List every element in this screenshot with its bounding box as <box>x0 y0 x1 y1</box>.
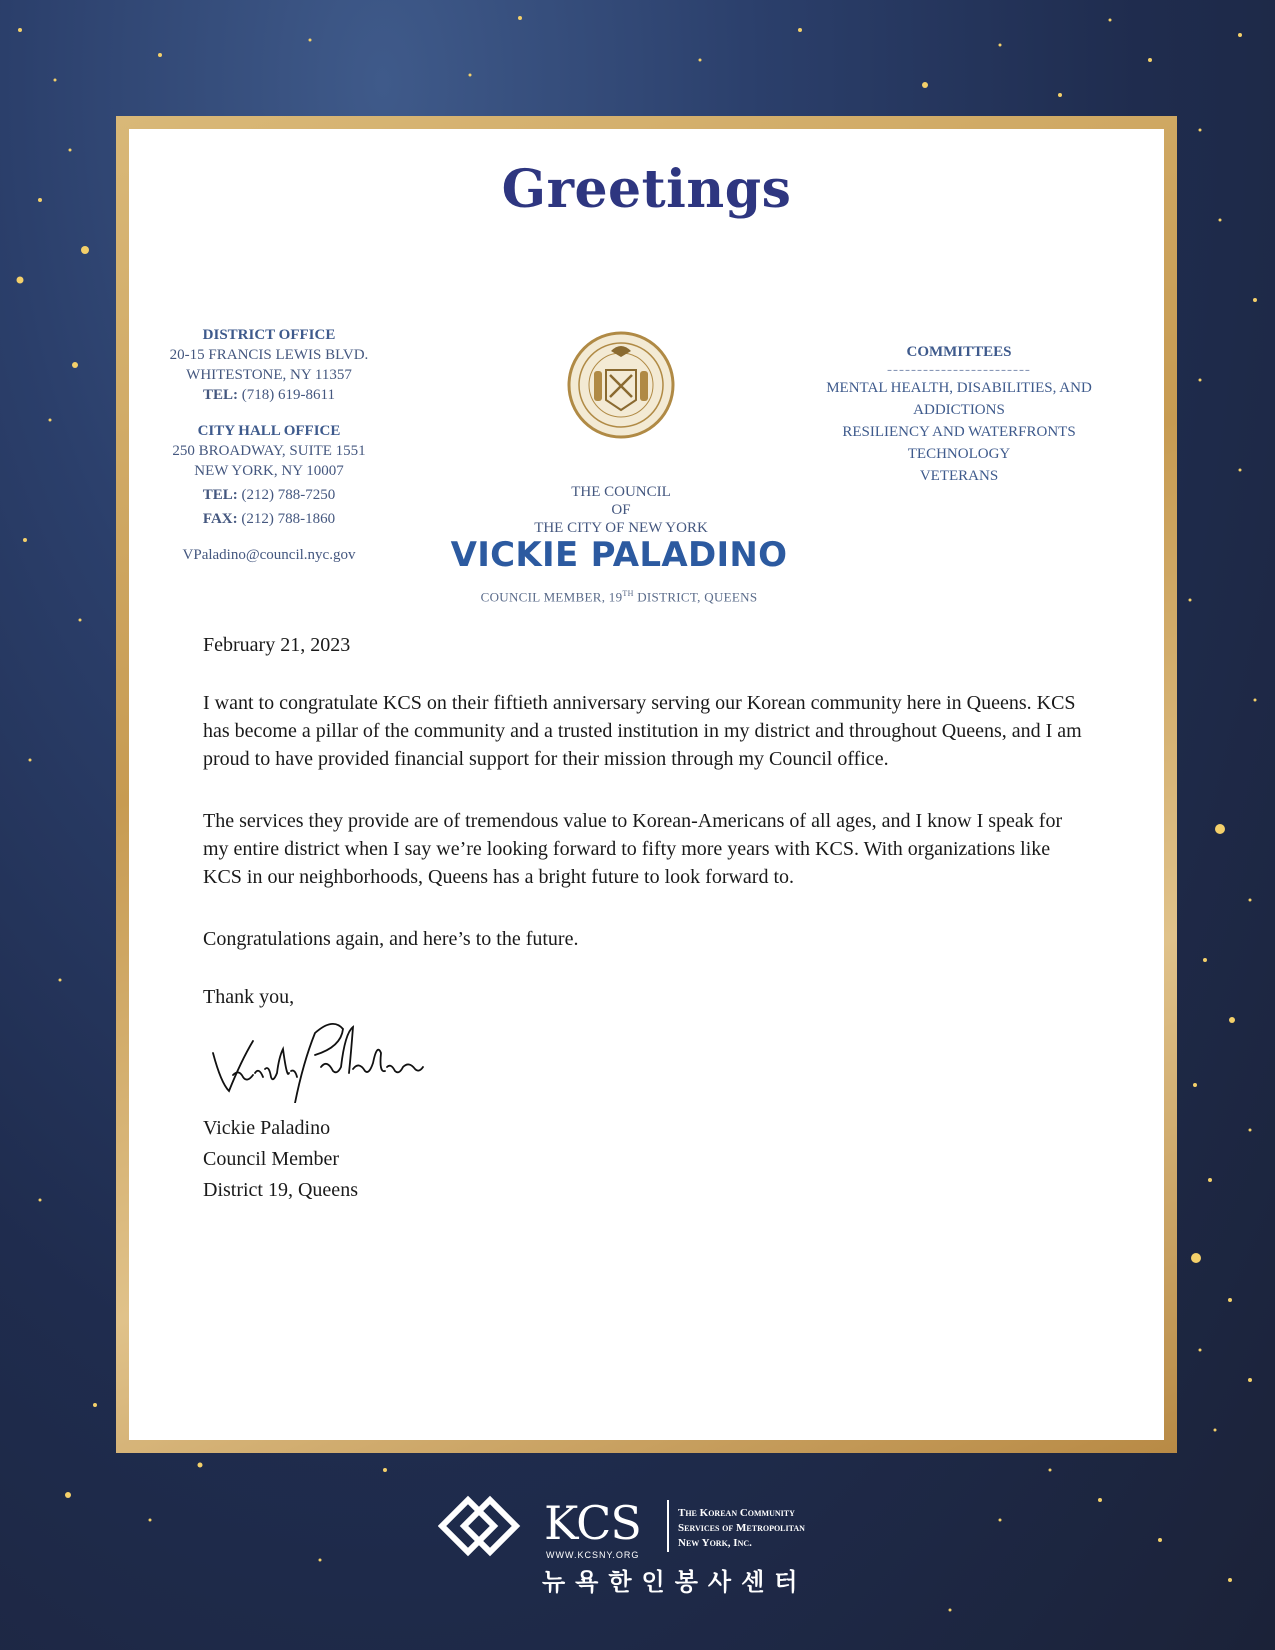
letter-frame <box>116 116 1177 1453</box>
committees-title: COMMITTEES <box>906 344 1012 360</box>
letter-paragraph: Congratulations again, and here’s to the future. <box>203 928 579 950</box>
email-address: VPaladino@council.nyc.gov <box>182 547 356 563</box>
council-line3: THE CITY OF NEW YORK <box>534 520 708 536</box>
kcs-org-name: The Korean Community Services of Metropolitan New York, Inc. <box>678 1507 805 1549</box>
district-office-tel: TEL: (718) 619-8611 <box>203 387 335 403</box>
city-hall-address2: NEW YORK, NY 10007 <box>194 463 344 479</box>
committees-separator: ------------------------ <box>887 362 1031 378</box>
committees-list <box>809 341 1109 487</box>
letter-paragraph: I want to congratulate KCS on their fiftieth anniversary serving our Korean community here in Queens. KCS has become a pillar of the community and a trusted institution in my district and throughout Queens, and I am proud to have provided financial support for their mission through my Council office. <box>203 692 1082 770</box>
city-hall-office <box>145 421 393 529</box>
letter-paragraph: The services they provide are of tremendous value to Korean-Americans of all ages, and I know I speak for my entire district when I say we’re looking forward to fifty more years with KCS. With organizations like KCS in our neighborhoods, Queens has a bright future to look forward to. <box>203 810 1063 888</box>
council-line2: OF <box>611 502 631 518</box>
letter-paper <box>129 129 1164 1440</box>
page-heading: Greetings <box>501 159 792 220</box>
nyc-seal-icon <box>566 325 676 449</box>
committee-item: MENTAL HEALTH, DISABILITIES, AND ADDICTIONS <box>826 380 1092 418</box>
council-heading <box>499 483 743 537</box>
office-info <box>145 325 393 565</box>
council-line1: THE COUNCIL <box>571 484 671 500</box>
kcs-website: WWW.KCSNY.ORG <box>546 1550 640 1560</box>
committee-item: VETERANS <box>919 468 999 484</box>
city-hall-tel: TEL: (212) 788-7250 <box>202 487 336 503</box>
city-hall-fax: FAX: (212) 788-1860 <box>202 511 336 527</box>
member-name: VICKIE PALADINO <box>450 535 788 575</box>
kcs-acronym: KCS <box>544 1496 641 1550</box>
district-office-address2: WHITESTONE, NY 11357 <box>186 367 352 383</box>
city-hall-address1: 250 BROADWAY, SUITE 1551 <box>172 443 366 459</box>
signer-block <box>203 1113 1083 1206</box>
member-title: COUNCIL MEMBER, 19TH DISTRICT, QUEENS <box>480 589 758 605</box>
city-hall-office-title: CITY HALL OFFICE <box>197 423 341 439</box>
letter-salutation: Thank you, <box>203 986 295 1008</box>
signature-image <box>203 1013 433 1103</box>
district-office-address1: 20-15 FRANCIS LEWIS BLVD. <box>169 347 369 363</box>
kcs-logo <box>438 1492 838 1612</box>
committee-item: TECHNOLOGY <box>907 446 1011 462</box>
letter-date: February 21, 2023 <box>203 634 351 656</box>
kcs-korean-name: 뉴욕한인봉사센터 <box>542 1568 808 1596</box>
district-office-title: DISTRICT OFFICE <box>202 327 336 343</box>
signer-title: Council Member <box>203 1148 340 1170</box>
signer-name: Vickie Paladino <box>203 1117 331 1139</box>
letter-body <box>203 631 1083 1206</box>
district-office <box>145 325 393 405</box>
signer-district: District 19, Queens <box>203 1179 358 1201</box>
committee-item: RESILIENCY AND WATERFRONTS <box>842 424 1076 440</box>
kcs-diamond-icon <box>438 1492 538 1566</box>
logo-divider <box>667 1500 669 1552</box>
